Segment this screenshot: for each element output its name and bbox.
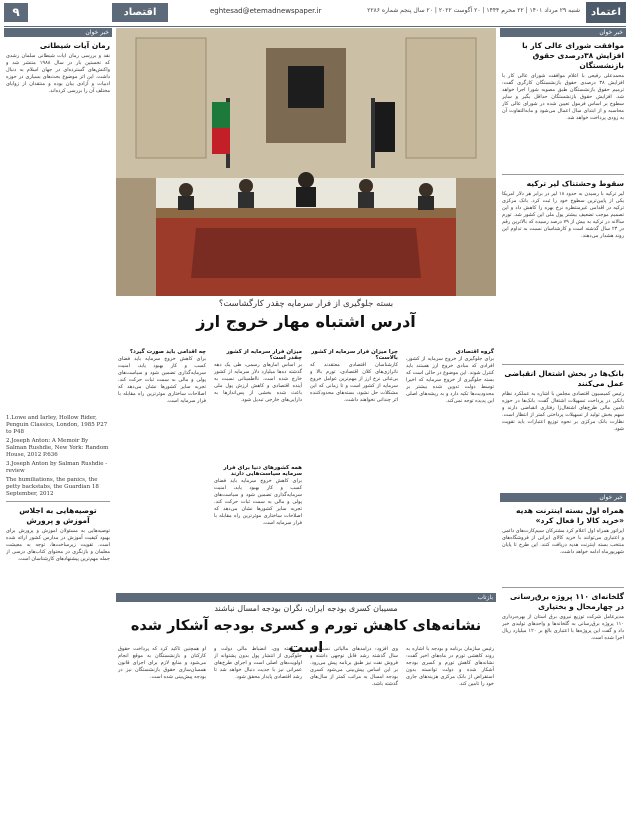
subheading: چه اقدامی باید صورت گیرد؟	[129, 349, 206, 355]
cabinet-meeting-photo	[116, 28, 496, 296]
byline: گروه اقتصادی	[455, 349, 494, 355]
news-body-4: اپراتور همراه اول اعلام کرد مشترکان سیم‌کارت‌های دائمی و اعتباری می‌توانند با خرید کالای ایرانی از فروشگاه‌های منتخب بسته اینترنت هدیه دریافت کنند. این طرح تا پایان شهریورماه ادامه خواهد داشت.	[502, 528, 624, 555]
subheading: همه کشورهای دنیا برای فرار سرمایه سیاست‌هایی دارند	[223, 465, 302, 477]
header-rule	[4, 26, 626, 27]
divider	[502, 587, 624, 588]
article-paragraph: برای کاهش خروج سرمایه باید فضای کسب و کار بهبود یابد، امنیت سرمایه‌گذاری تضمین شود و سیاست‌های پولی و مالی به سمت ثبات حرکت کند. تجربه سایر کشورها نشان می‌دهد که اصلاحات ساختاری موثرترین راه مقابله با فرار سرمایه است.	[118, 356, 206, 404]
news-title-5: گلخانه‌ای ۱۱۰ پروژه برق‌رسانی در چهارمحال و بختیاری	[509, 592, 624, 611]
news-body-5: مدیرعامل شرکت توزیع نیروی برق استان از بهره‌برداری ۱۱۰ پروژه برق‌رسانی به گلخانه‌ها و واحدهای تولیدی خبر داد و گفت این پروژه‌ها با اعتباری بالغ بر ۱۲۰ میلیارد ریال اجرا شده است.	[502, 614, 624, 641]
reference-3: 3.Joseph Anton by Salman Rushdie - review	[6, 461, 108, 474]
article-columns	[116, 346, 496, 586]
headline: آدرس اشتباه مهار خروج ارز	[196, 312, 416, 331]
article-paragraph: برای کاهش خروج سرمایه باید فضای کسب و کار بهبود یابد، امنیت سرمایه‌گذاری تضمین شود و سیاست‌های پولی و مالی به سمت ثبات حرکت کند. تجربه سایر کشورها نشان می‌دهد که اصلاحات ساختاری موثرترین راه مقابله با فرار سرمایه است.	[214, 478, 302, 526]
kicker: بسته جلوگیری از فرار سرمایه چقدر کارگشاست؟	[218, 299, 394, 309]
reference-1: 1.Lowe and Iarley, Hollow Rider, Penguin Classics, London, 1985 P27 to P48	[6, 415, 108, 435]
divider	[502, 364, 624, 365]
headline-block	[116, 298, 496, 333]
column-heading-2: توصیه‌هایی به اجلاس آموزش و پرورش	[19, 506, 97, 525]
right-strip-2: خبر خوان	[500, 493, 626, 502]
subheading: چرا میزان فرار سرمایه از کشور بالاست؟	[311, 349, 398, 361]
divider	[502, 174, 624, 175]
subheading: میزان فرار سرمایه از کشور چقدر است؟	[226, 349, 302, 361]
article2-col-1	[404, 646, 496, 818]
article-col-2	[308, 346, 400, 586]
page-number: ۹	[4, 3, 28, 22]
article-paragraph: او همچنین تاکید کرد که پرداخت حقوق کارکنان و بازنشستگان به موقع انجام می‌شود و منابع لازم برای اجرای قانون همسان‌سازی حقوق بازنشستگان نیز در بودجه پیش‌بینی شده است.	[118, 646, 206, 680]
article-paragraph: برای جلوگیری از خروج سرمایه از کشور، افرادی که مبادی خروج ارز هستند باید کنترل شوند. این موضوع در حالی است که بسته جلوگیری از خروج سرمایه که اخیرا توسط دولت تدوین شده بیشتر بر محدودیت‌ها تکیه دارد و به ریشه‌های اصلی این پدیده توجه نمی‌کند.	[406, 356, 494, 404]
article-paragraph: وی افزود: درآمدهای مالیاتی نسبت به سال گذشته رشد قابل توجهی داشته و فروش نفت نیز طبق برنامه پیش می‌رود. بر این اساس پیش‌بینی می‌شود کسری بودجه امسال به مراتب کمتر از سال‌های گذشته باشد.	[310, 646, 398, 687]
section-label: اقتصاد	[112, 3, 168, 22]
right-strip: خبر خوان	[500, 28, 626, 37]
article2-col-3	[212, 646, 304, 818]
headline-2: نشانه‌های کاهش تورم و کسری بودجه آشکار شده است	[130, 618, 482, 656]
kicker-2: مسیبان کسری بودجه ایران، نگران بودجه امسال نباشند	[214, 604, 398, 613]
news-title-3: بانک‌ها در بخش اشتغال انقباضی عمل می‌کنند	[504, 369, 624, 388]
news-body-2: لیر ترکیه با رسیدن به حدود ۱۸ لیر در برابر هر دلار آمریکا یکی از پایین‌ترین سطوح خود را ثبت کرد. بانک مرکزی ترکیه در اقدامی غیرمنتظره نرخ بهره را کاهش داد و این تصمیم موجب تضعیف بیشتر پول ملی این کشور شد. تورم سالانه در ترکیه به بیش از ۷۹ درصد رسیده که بالاترین رقم در ۲۴ سال گذشته است و کارشناسان نسبت به تداوم این روند هشدار می‌دهند.	[502, 191, 624, 239]
article-col-3	[212, 346, 304, 586]
left-column	[4, 28, 112, 818]
right-column	[500, 28, 626, 818]
news-title-1: موافقت شورای عالی کار با افزایش ۳۸درصدی حقوق بازنشستگان	[522, 41, 624, 70]
article-col-4	[116, 346, 208, 586]
article2-col-4	[116, 646, 208, 818]
reference-4: The humiliations, the panics, the petty backstabs, the Guardian 18 September, 2012	[6, 477, 99, 497]
column-body-2: توصیه‌هایی به مسئولان آموزش و پرورش برای بهبود کیفیت آموزش در مدارس کشور ارائه شده است. تقویت زیرساخت‌ها، توجه به معیشت معلمان و بازنگری در محتوای کتاب‌های درسی از جمله مهم‌ترین پیشنهادهای کارشناسان است.	[6, 528, 110, 562]
center-column	[116, 28, 496, 818]
newspaper-logo: اعتماد	[586, 2, 626, 23]
dateline: شنبه ۲۹ مرداد ۱۴۰۱ | ۲۲ محرم ۱۴۴۴ | ۲۰ آگوست ۲۰۲۲ | ۲۰ سال پنجم شماره ۲۲۸۶	[367, 7, 580, 14]
article-columns-2	[116, 646, 496, 818]
news-title-4: همراه اول بسته اینترنت هدیه «خرید کالا را فعال کرد»	[516, 506, 624, 525]
news-body-3: رئیس کمیسیون اقتصادی مجلس با اشاره به عملکرد نظام بانکی در پرداخت تسهیلات اشتغال گفت: بانک‌ها در حوزه تامین مالی طرح‌های اشتغال‌زا رفتاری انقباضی دارند و سهم بخش تولید از تسهیلات پرداختی کمتر از انتظار است. نظارت بانک مرکزی بر نحوه توزیع اعتبارات باید تقویت شود.	[502, 391, 624, 432]
news-title-2: سقوط وحشتناک لیر ترکیه	[526, 179, 624, 188]
article-paragraph: به گفته وی، انضباط مالی دولت و جلوگیری از انتشار پول بدون پشتوانه از اولویت‌های اصلی است و اجرای طرح‌های عمرانی نیز با جدیت دنبال خواهد شد تا رشد اقتصادی پایدار محقق شود.	[214, 646, 302, 680]
article-paragraph: رئیس سازمان برنامه و بودجه با اشاره به روند کاهشی تورم در ماه‌های اخیر گفت: نشانه‌های کاهش تورم و کسری بودجه آشکار شده و دولت توانسته بدون استقراض از بانک مرکزی هزینه‌های جاری خود را تامین کند.	[406, 646, 494, 687]
news-body-1: محمدعلی رفیعی با اعلام موافقت شورای عالی کار با افزایش ۳۸ درصدی حقوق بازنشستگان کارگری گفت: ترمیم حقوق بازنشستگان طبق مصوبه شورا اجرا خواهد شد. افزایش حقوق بازنشستگان حداقل بگیر و سایر سطوح بر اساس فرمول تعیین شده در شورای عالی کار محاسبه و از ابتدای سال اعمال می‌شود و مابه‌التفاوت آن به زودی پرداخت خواهد شد.	[502, 73, 624, 121]
divider	[6, 501, 110, 502]
column-heading: رمان آیات شیطانی	[39, 41, 110, 50]
left-strip: خبر خوان	[4, 28, 112, 37]
page-header	[0, 0, 630, 26]
column-body: نقد و بررسی رمان آیات شیطانی سلمان رشدی که نخستین بار در سال ۱۹۸۸ منتشر شد و واکنش‌های گسترده‌ای در جهان اسلام به دنبال داشت. این اثر موضوع بحث‌های بسیاری در حوزه ادبیات و آزادی بیان بوده و منتقدان از زوایای مختلف آن را بررسی کرده‌اند.	[6, 53, 110, 94]
article-col-1	[404, 346, 496, 586]
article-paragraph: کارشناسان اقتصادی معتقدند که ناترازی‌های کلان اقتصادی، تورم بالا و بی‌ثباتی نرخ ارز از مهم‌ترین عوامل خروج سرمایه از کشور است و تا زمانی که این مشکلات حل نشود، بسته‌های محدودکننده اثر چندانی نخواهند داشت.	[310, 362, 398, 403]
story-strip: بازتاب	[116, 593, 496, 602]
article-paragraph: بر اساس آمارهای رسمی، طی یک دهه گذشته ده‌ها میلیارد دلار سرمایه از کشور خارج شده است. نااطمینانی نسبت به آینده اقتصادی و کاهش ارزش پول ملی باعث شده بخشی از پس‌اندازها به دارایی‌های خارجی تبدیل شود.	[214, 362, 302, 403]
section-email[interactable]: eghtesad@etemadnewspaper.ir	[210, 7, 322, 15]
reference-2: 2.Joseph Anton: A Memoir By Salman Rushdie, New York: Random House, 2012 P.636	[6, 438, 109, 458]
article2-col-2	[308, 646, 400, 818]
